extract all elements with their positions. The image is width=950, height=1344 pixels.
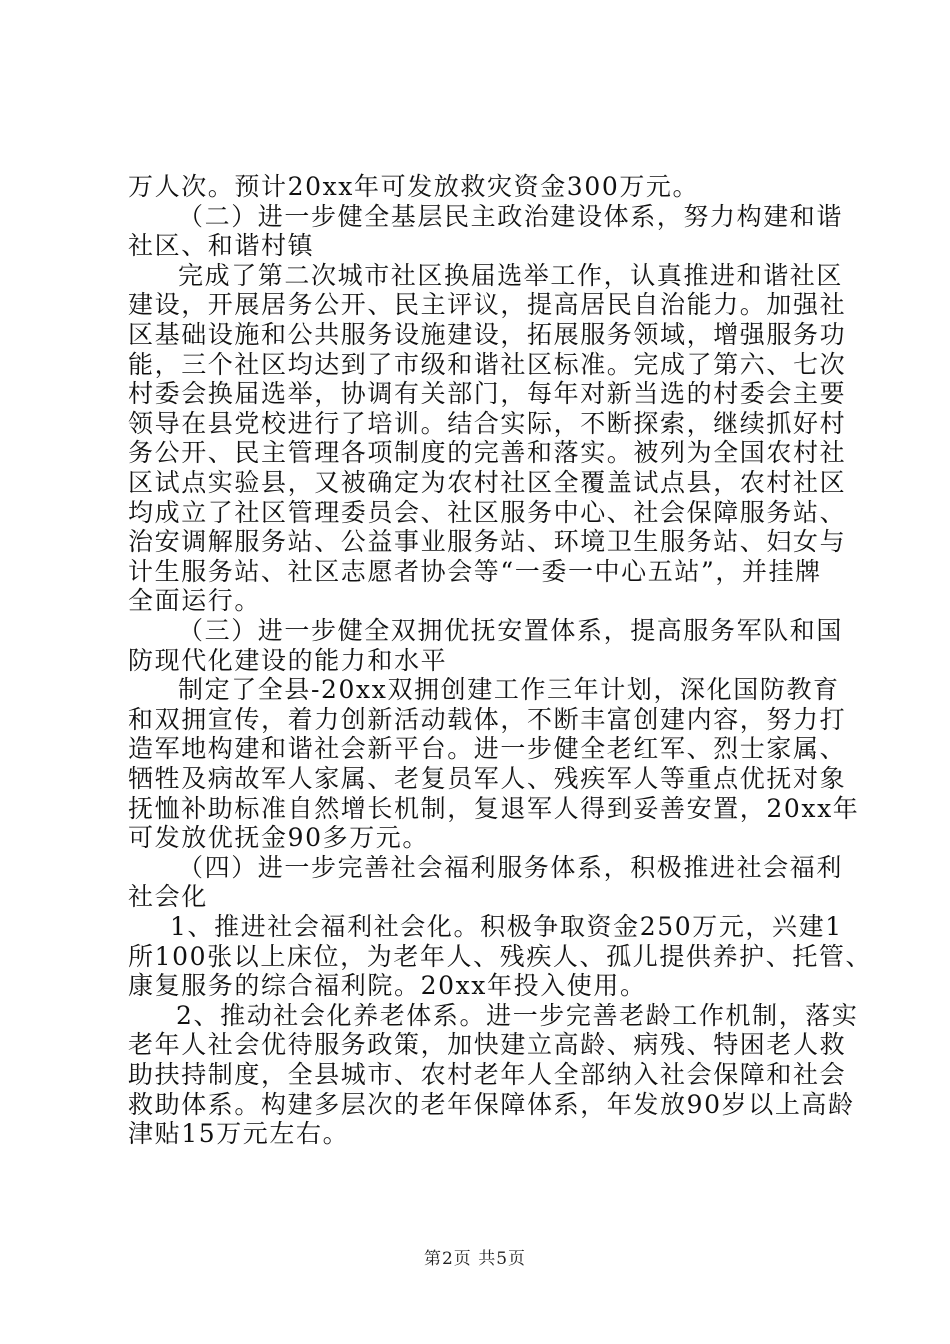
- text-line: 能，三个社区均达到了市级和谐社区标准。完成了第六、七次: [128, 349, 847, 379]
- section-heading: 社区、和谐村镇: [128, 231, 315, 261]
- text-line: 区试点实验县，又被确定为农村社区全覆盖试点县，农村社区: [128, 468, 847, 497]
- section-heading: （四）进一步完善社会福利服务体系，积极推进社会福利: [178, 852, 844, 882]
- text-line: 万人次。预计20xx年可发放救灾资金300万元。: [128, 172, 700, 201]
- text-line: 均成立了社区管理委员会、社区服务中心、社会保障服务站、: [128, 497, 847, 527]
- text-line: 领导在县党校进行了培训。结合实际，不断探索，继续抓好村: [128, 408, 847, 438]
- text-line: 建设，开展居务公开、民主评议，提高居民自治能力。加强社: [128, 290, 847, 320]
- section-heading: （二）进一步健全基层民主政治建设体系，努力构建和谐: [178, 201, 844, 231]
- text-line: 牺牲及病故军人家属、老复员军人、残疾军人等重点优抚对象: [128, 764, 847, 793]
- text-line: 计生服务站、社区志愿者协会等“一委一中心五站”，并挂牌: [128, 556, 822, 586]
- list-item: 1、推进社会福利社会化。积极争取资金250万元，兴建1: [170, 912, 843, 941]
- text-line: 治安调解服务站、公益事业服务站、环境卫生服务站、妇女与: [128, 527, 847, 557]
- text-line: 老年人社会优待服务政策，加快建立高龄、病残、特困老人救: [128, 1030, 847, 1060]
- text-line: 制定了全县-20xx双拥创建工作三年计划，深化国防教育: [178, 675, 840, 705]
- text-line: 务公开、民主管理各项制度的完善和落实。被列为全国农村社: [128, 438, 847, 468]
- text-line: 和双拥宣传，着力创新活动载体，不断丰富创建内容，努力打: [128, 704, 847, 734]
- text-line: 全面运行。: [128, 586, 262, 616]
- text-line: 造军地构建和谐社会新平台。进一步健全老红军、烈士家属、: [128, 734, 847, 764]
- text-line: 区基础设施和公共服务设施建设，拓展服务领域，增强服务功: [128, 320, 847, 349]
- page-footer: 第2页 共5页: [423, 1249, 527, 1269]
- text-line: 所100张以上床位，为老年人、残疾人、孤儿提供养护、托管、: [128, 941, 873, 971]
- text-line: 村委会换届选举，协调有关部门，每年对新当选的村委会主要: [128, 379, 847, 409]
- text-line: 抚恤补助标准自然增长机制，复退军人得到妥善安置，20xx年: [128, 793, 860, 823]
- text-line: 康复服务的综合福利院。20xx年投入使用。: [128, 971, 647, 1001]
- section-heading: 社会化: [128, 882, 208, 912]
- text-line: 助扶持制度，全县城市、农村老年人全部纳入社会保障和社会: [128, 1060, 847, 1089]
- section-heading: 防现代化建设的能力和水平: [128, 645, 448, 675]
- section-heading: （三）进一步健全双拥优抚安置体系，提高服务军队和国: [178, 616, 844, 645]
- text-line: 救助体系。构建多层次的老年保障体系，年发放90岁以上高龄: [128, 1089, 855, 1119]
- text-line: 完成了第二次城市社区换届选举工作，认真推进和谐社区: [178, 260, 844, 290]
- text-line: 津贴15万元左右。: [128, 1119, 350, 1149]
- list-item: 2、推动社会化养老体系。进一步完善老龄工作机制，落实: [176, 1000, 859, 1030]
- text-line: 可发放优抚金90多万元。: [128, 823, 430, 853]
